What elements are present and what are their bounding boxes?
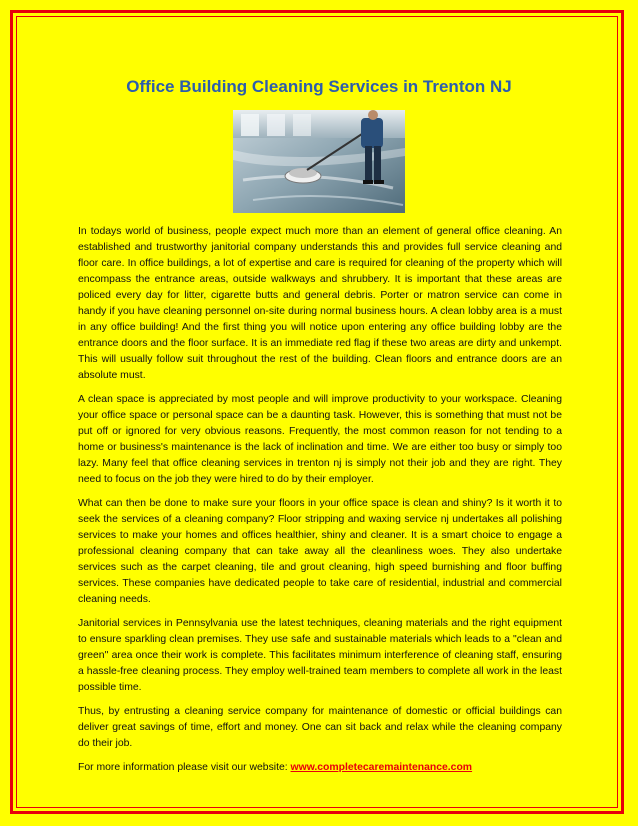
page-title: Office Building Cleaning Services in Trenton NJ — [126, 77, 512, 96]
paragraph-2: A clean space is appreciated by most people and will improve productivity to your workspace. Cleaning your office space or personal space can be a daunting task. However, this is something that must not be put off or ignored for very obvious reasons. Frequently, the most common reason for not tending to a home or business's maintenance is the lack of inclination and time. We are either too busy or simply too lazy. Many feel that office cleaning services in trenton nj is simply not their job and they are right. They need to focus on the job they were hired to do by their employer. — [78, 394, 562, 485]
paragraph-4: Janitorial services in Pennsylvania use the latest techniques, cleaning materials and the right equipment to ensure sparkling clean premises. They use safe and sustainable materials which leads to a "clean and green" area once their work is complete. This facilitates minimum interference of cleaning staff, ensuring a hassle-free cleaning process. They employ well-trained team members to complete all work in the least possible time. — [78, 618, 562, 693]
paragraph-1: In todays world of business, people expect much more than an element of general office cleaning. An established and trustworthy janitorial company understands this and provides full service cleaning and floor care. In office buildings, a lot of expertise and care is required for cleaning of the property which will encompass the entrance areas, outside walkways and shrubbery. It is important that these areas are policed every day for litter, cigarette butts and general debris. Porter or matron service can come in handy if you have cleaning personnel on-site during normal business hours. A clean lobby area is a must in any office building! And the first thing you will notice upon entering any office building lobby are the entrance doors and the floor surface. It is an immediate red flag if these two areas are dirty and unkempt. This will usually follow suit throughout the rest of the building. Clean floors and entrance doors are an absolute must. — [78, 226, 562, 381]
floor-cleaning-illustration — [233, 110, 405, 213]
footer-text: For more information please visit our website: — [78, 762, 291, 773]
footer-line — [78, 760, 562, 776]
paragraph-3: What can then be done to make sure your floors in your office space is clean and shiny? Is it worth it to seek the services of a cleaning company? Floor stripping and waxing service nj undertakes all polishing services to make your homes and offices healthier, shiny and cleaner. It is a smart choice to engage a professional cleaning company that can take away all the cleanliness woes. They also undertake services such as the carpet cleaning, tile and grout cleaning, high speed burnishing and floor buffing services. These companies have dedicated people to take care of residential, industrial and commercial cleaning needs. — [78, 498, 562, 605]
article-body — [78, 224, 562, 784]
floor-cleaning-photo — [233, 110, 405, 213]
website-link[interactable]: www.completecaremaintenance.com — [290, 762, 473, 773]
paragraph-5: Thus, by entrusting a cleaning service company for maintenance of domestic or official buildings can deliver great savings of time, effort and money. One can sit back and relax while the cleaning company do their job. — [78, 706, 562, 749]
